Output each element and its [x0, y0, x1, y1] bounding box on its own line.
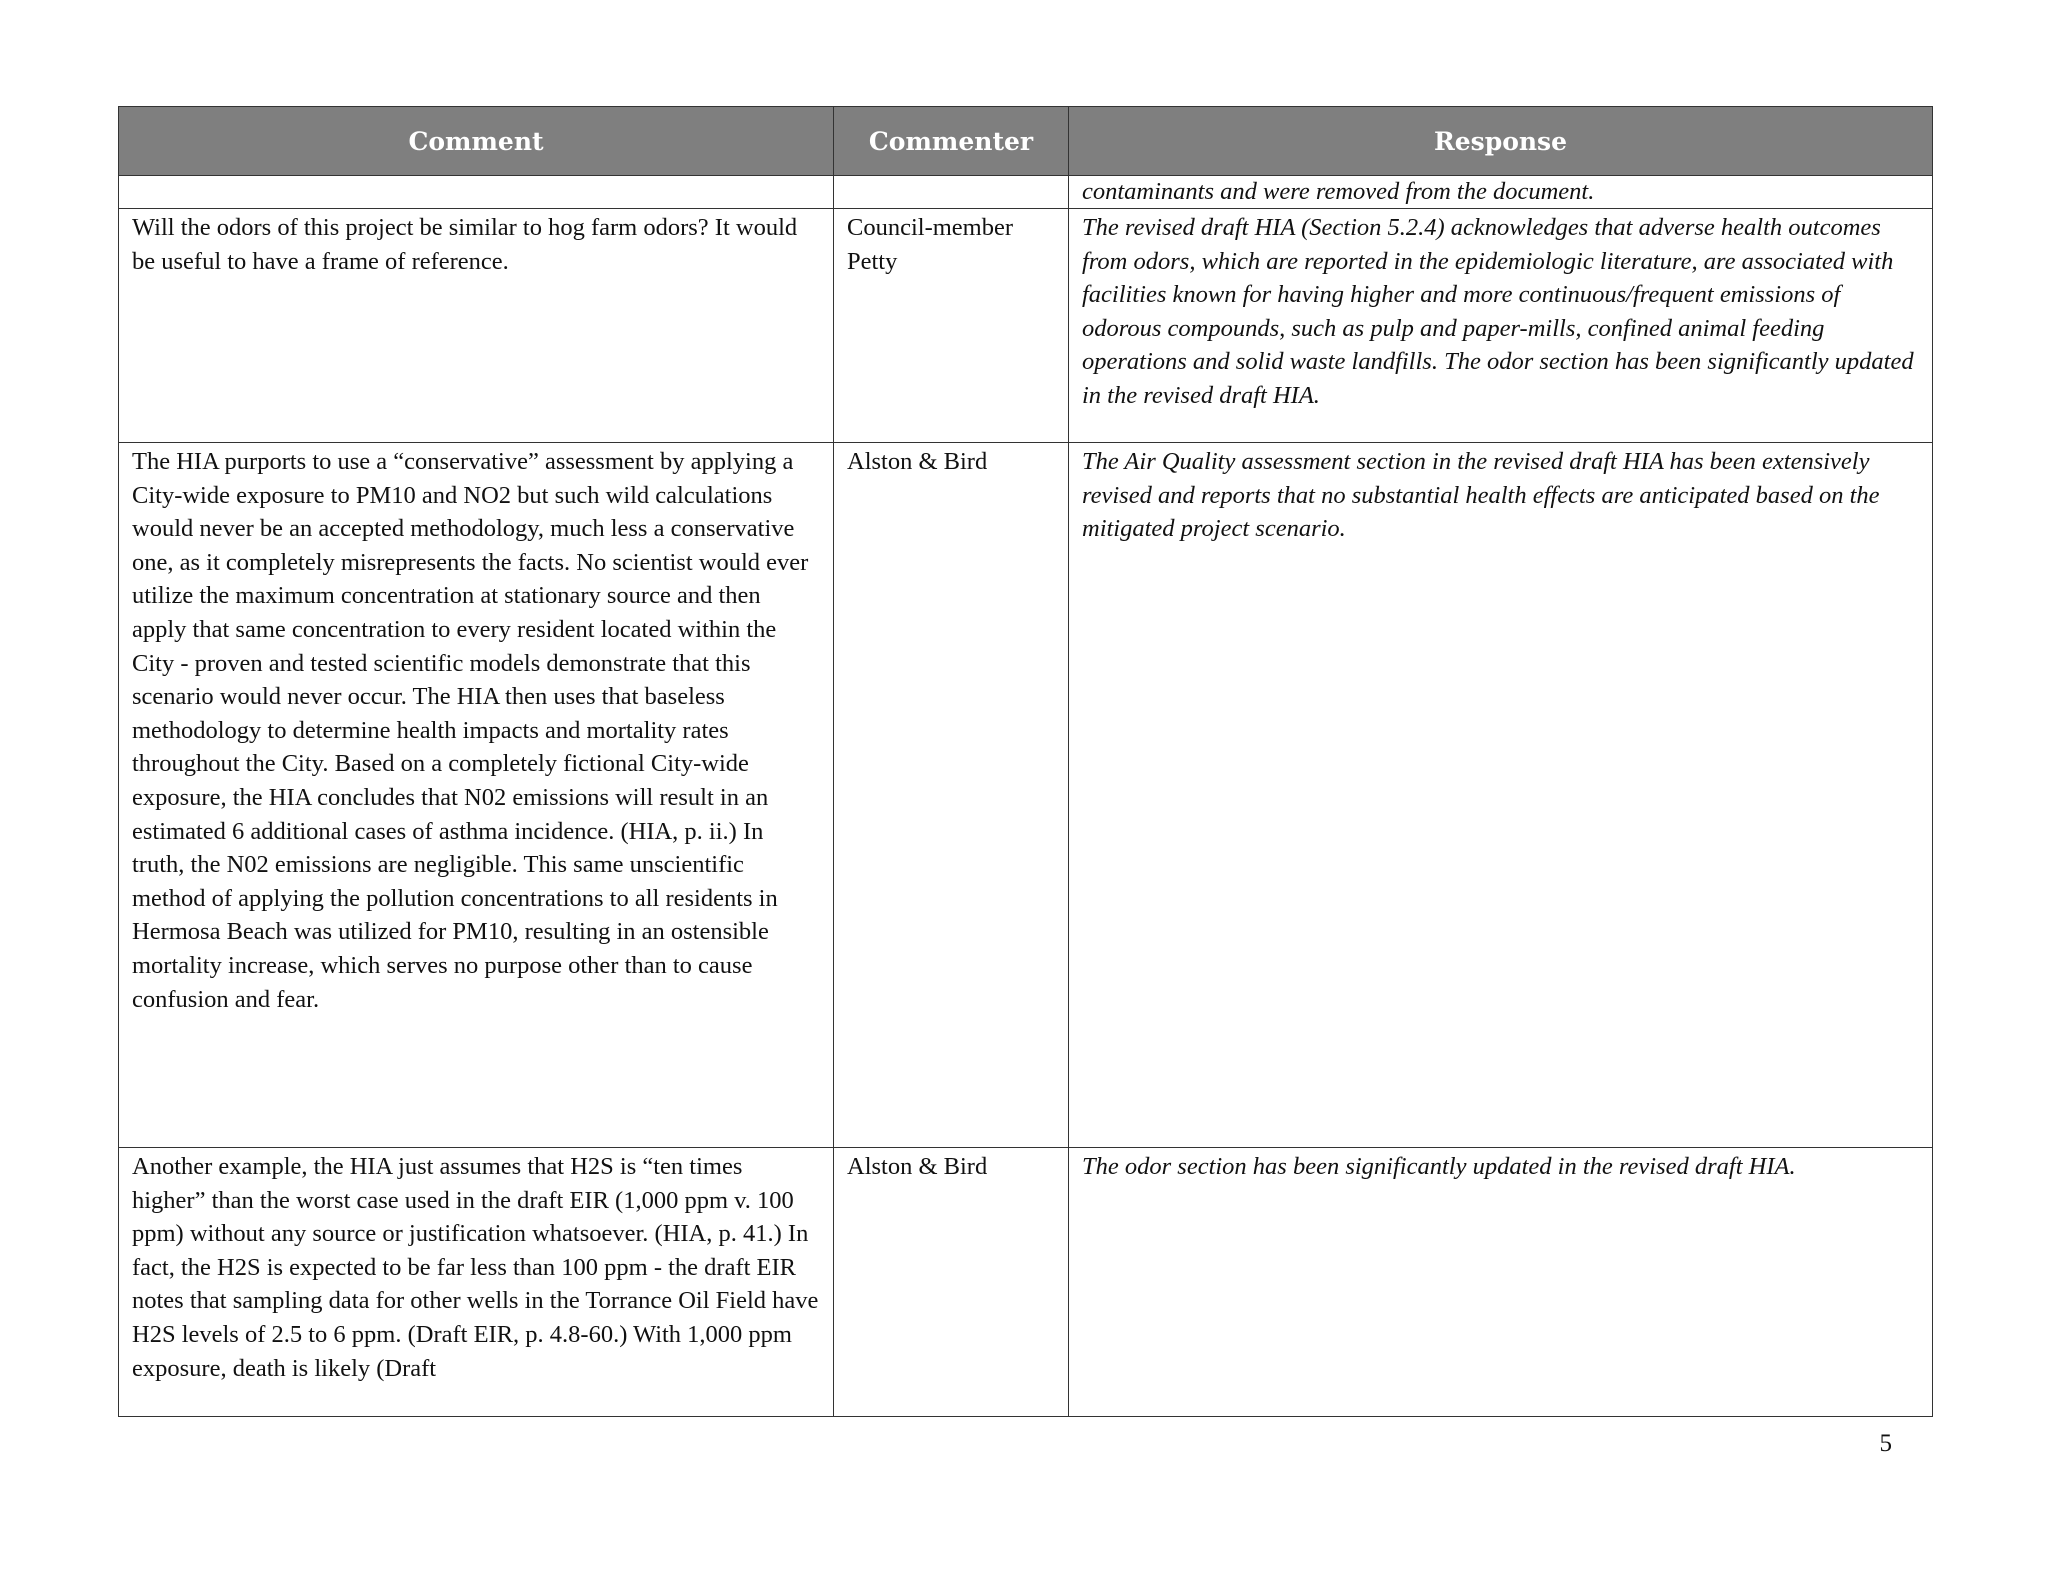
commenter-cell: [834, 176, 1069, 209]
response-cell: The revised draft HIA (Section 5.2.4) acknowledges that adverse health outcomes from odors, which are reported in the epidemiologic literature, are associated with facilities known for having higher and more continuous/frequent emissions of odorous compounds, such as pulp and paper-mills, confined animal feeding operations and solid waste landfills. The odor section has been significantly updated in the revised draft HIA.: [1069, 209, 1933, 443]
table-row: [119, 176, 1933, 209]
comment-response-table: [118, 106, 1933, 1417]
page-number: 5: [1879, 1430, 1892, 1457]
commenter-cell: Alston & Bird: [834, 443, 1069, 1148]
table-header-row: [119, 107, 1933, 176]
header-comment: Comment: [119, 107, 834, 176]
commenter-cell: Alston & Bird: [834, 1148, 1069, 1417]
comment-cell: The HIA purports to use a “conservative” assessment by applying a City-wide exposure to PM10 and NO2 but such wild calculations would never be an accepted methodology, much less a conservative one, as it completely misrepresents the facts. No scientist would ever utilize the maximum concentration at stationary source and then apply that same concentration to every resident located within the City - proven and tested scientific models demonstrate that this scenario would never occur. The HIA then uses that baseless methodology to determine health impacts and mortality rates throughout the City. Based on a completely fictional City-wide exposure, the HIA concludes that N02 emissions will result in an estimated 6 additional cases of asthma incidence. (HIA, p. ii.) In truth, the N02 emissions are negligible. This same unscientific method of applying the pollution concentrations to all residents in Hermosa Beach was utilized for PM10, resulting in an ostensible mortality increase, which serves no purpose other than to cause confusion and fear.: [119, 443, 834, 1148]
comment-cell: Will the odors of this project be similar to hog farm odors? It would be useful to have a frame of reference.: [119, 209, 834, 443]
table-row: [119, 1148, 1933, 1417]
response-cell: contaminants and were removed from the document.: [1069, 176, 1933, 209]
header-commenter: Commenter: [834, 107, 1069, 176]
comment-cell: [119, 176, 834, 209]
response-cell: The odor section has been significantly updated in the revised draft HIA.: [1069, 1148, 1933, 1417]
table-row: [119, 209, 1933, 443]
header-response: Response: [1069, 107, 1933, 176]
response-cell: The Air Quality assessment section in the revised draft HIA has been extensively revised and reports that no substantial health effects are anticipated based on the mitigated project scenario.: [1069, 443, 1933, 1148]
table-row: [119, 443, 1933, 1148]
comment-cell: Another example, the HIA just assumes that H2S is “ten times higher” than the worst case used in the draft EIR (1,000 ppm v. 100 ppm) without any source or justification whatsoever. (HIA, p. 41.) In fact, the H2S is expected to be far less than 100 ppm - the draft EIR notes that sampling data for other wells in the Torrance Oil Field have H2S levels of 2.5 to 6 ppm. (Draft EIR, p. 4.8-60.) With 1,000 ppm exposure, death is likely (Draft: [119, 1148, 834, 1417]
commenter-cell: Council-member Petty: [834, 209, 1069, 443]
